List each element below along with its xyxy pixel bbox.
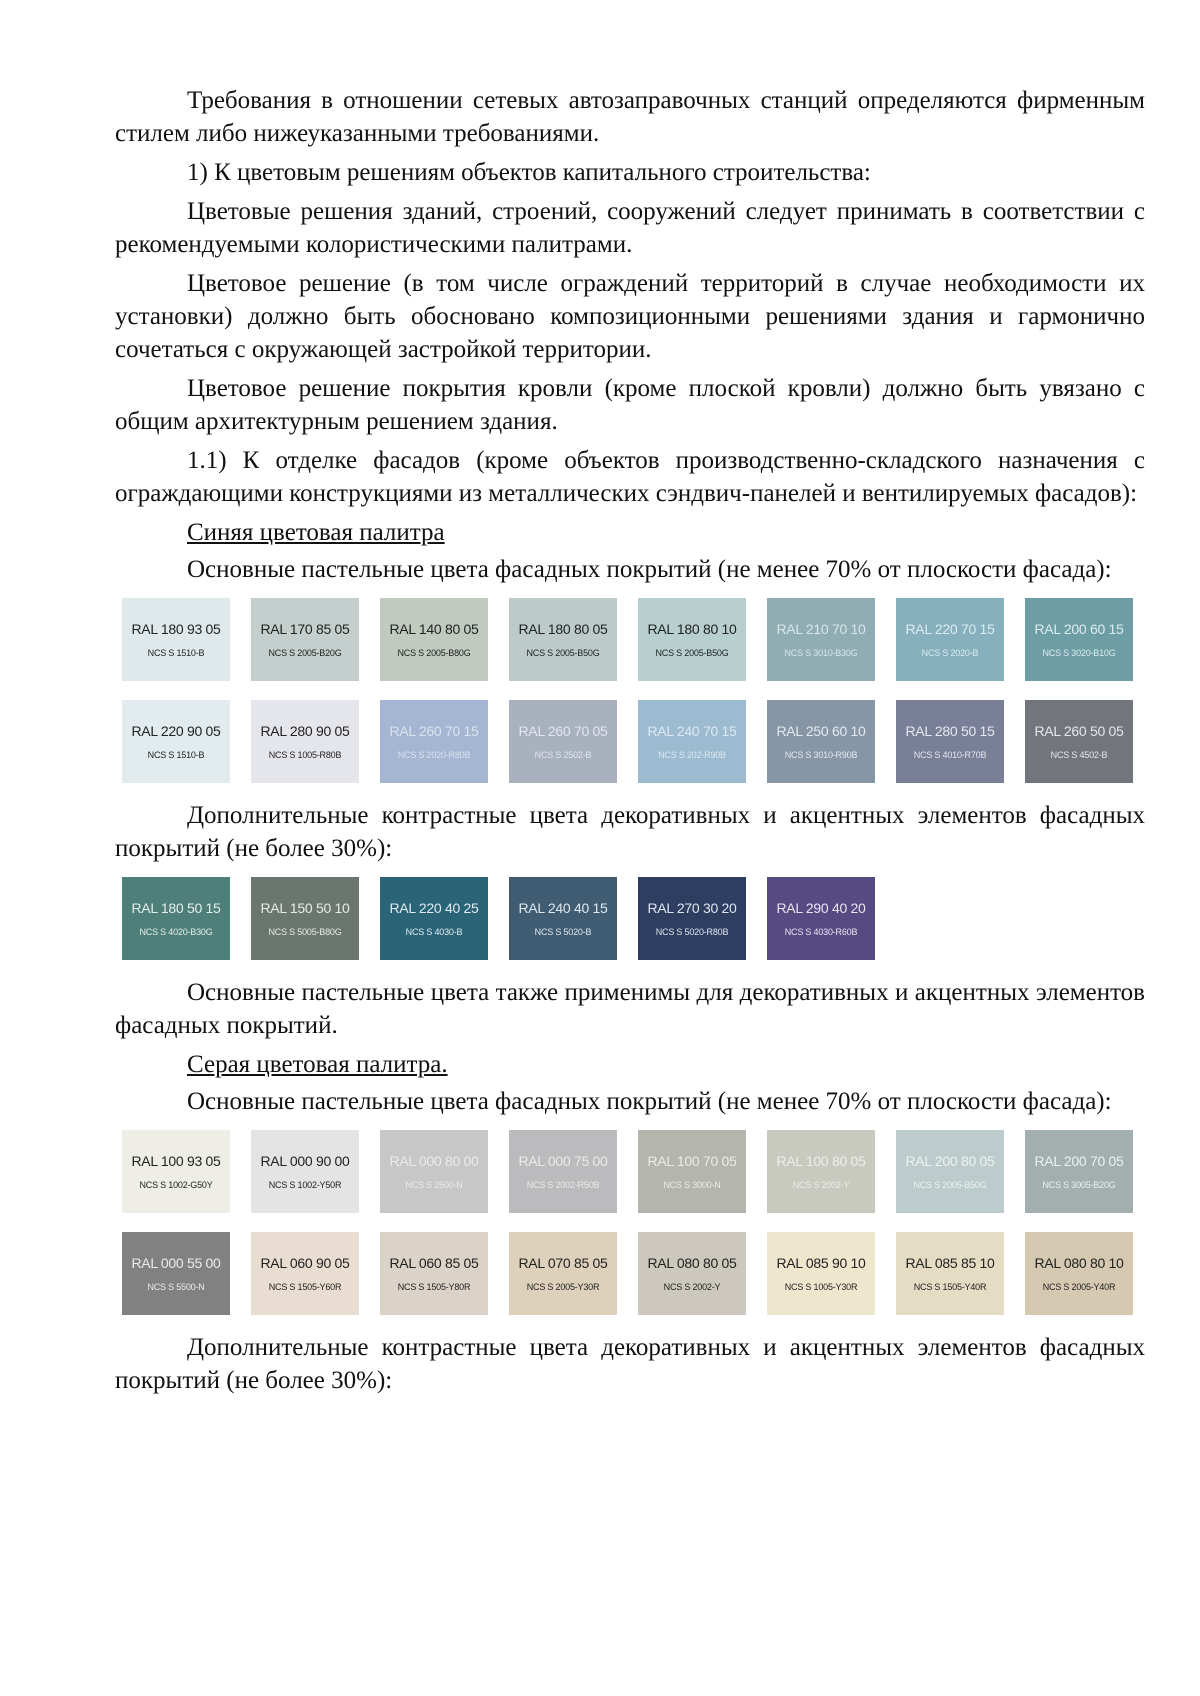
document-page (115, 84, 1145, 1403)
color-swatch (1025, 1130, 1133, 1213)
swatch-ncs-code: NCS S 2005-B80G (397, 648, 471, 658)
swatch-ral-code: RAL 200 70 05 (1034, 1153, 1124, 1169)
gray-base-swatch-grid (122, 1130, 1145, 1315)
color-swatch (767, 1232, 875, 1315)
swatch-ral-code: RAL 000 90 00 (260, 1153, 350, 1169)
color-swatch (896, 700, 1004, 783)
swatch-ncs-code: NCS S 3020-B10G (1042, 648, 1116, 658)
blue-accent-colors-text: Дополнительные контрастные цвета декоративных и акцентных элементов фасадных покрытий (не более 30%): (115, 802, 1145, 862)
swatch-ral-code: RAL 060 85 05 (389, 1255, 479, 1271)
swatch-ral-code: RAL 220 90 05 (131, 723, 221, 739)
swatch-ral-code: RAL 260 70 05 (518, 723, 608, 739)
swatch-ral-code: RAL 060 90 05 (260, 1255, 350, 1271)
paragraph-fencing: Цветовое решение (в том числе ограждений территорий в случае необходимости их установки) должно быть обосновано композиционными решениями здания и гармонично сочетаться с окружающей застройкой территории. (115, 270, 1145, 363)
swatch-ncs-code: NCS S 1505-Y80R (397, 1282, 471, 1292)
swatch-ncs-code: NCS S 2005-B50G (526, 648, 600, 658)
color-swatch (509, 877, 617, 960)
blue-accent-swatch-grid (122, 877, 1145, 960)
color-swatch (509, 1232, 617, 1315)
swatch-ral-code: RAL 180 50 15 (131, 900, 221, 916)
swatch-ncs-code: NCS S 1510-B (147, 648, 205, 658)
swatch-ncs-code: NCS S 4502-B (1050, 750, 1108, 760)
swatch-ral-code: RAL 200 60 15 (1034, 621, 1124, 637)
swatch-ncs-code: NCS S 4030-B (405, 927, 463, 937)
swatch-ncs-code: NCS S 2005-Y30R (526, 1282, 600, 1292)
color-swatch (122, 877, 230, 960)
swatch-ral-code: RAL 140 80 05 (389, 621, 479, 637)
color-swatch (251, 877, 359, 960)
swatch-ral-code: RAL 260 70 15 (389, 723, 479, 739)
color-swatch (251, 700, 359, 783)
color-swatch (509, 1130, 617, 1213)
swatch-ral-code: RAL 290 40 20 (776, 900, 866, 916)
swatch-ncs-code: NCS S 4030-R60B (784, 927, 858, 937)
swatch-ncs-code: NCS S 2005-B50G (913, 1180, 987, 1190)
color-swatch (509, 700, 617, 783)
swatch-ral-code: RAL 070 85 05 (518, 1255, 608, 1271)
swatch-ral-code: RAL 180 80 05 (518, 621, 608, 637)
paragraph-section-1: 1) К цветовым решениям объектов капитального строительства: (187, 159, 871, 186)
swatch-ncs-code: NCS S 1002-G50Y (139, 1180, 213, 1190)
swatch-ncs-code: NCS S 2002-Y (663, 1282, 721, 1292)
color-swatch (122, 598, 230, 681)
swatch-ncs-code: NCS S 3010-B30G (784, 648, 858, 658)
color-swatch (380, 700, 488, 783)
swatch-ncs-code: NCS S 2502-B (534, 750, 592, 760)
swatch-ral-code: RAL 100 93 05 (131, 1153, 221, 1169)
swatch-ncs-code: NCS S 1005-Y30R (784, 1282, 858, 1292)
swatch-ral-code: RAL 085 85 10 (905, 1255, 995, 1271)
swatch-ral-code: RAL 280 90 05 (260, 723, 350, 739)
color-swatch (896, 1130, 1004, 1213)
color-swatch (896, 1232, 1004, 1315)
swatch-ral-code: RAL 220 40 25 (389, 900, 479, 916)
color-swatch (638, 598, 746, 681)
blue-base-colors-text: Основные пастельные цвета фасадных покрытий (не менее 70% от плоскости фасада): (187, 556, 1112, 583)
color-swatch (380, 1232, 488, 1315)
color-swatch (122, 1232, 230, 1315)
color-swatch (251, 1232, 359, 1315)
swatch-ncs-code: NCS S 202-R90B (658, 750, 726, 760)
color-swatch (1025, 1232, 1133, 1315)
swatch-ral-code: RAL 170 85 05 (260, 621, 350, 637)
color-swatch (767, 877, 875, 960)
color-swatch (380, 877, 488, 960)
color-swatch (1025, 700, 1133, 783)
swatch-ncs-code: NCS S 1505-Y60R (268, 1282, 342, 1292)
swatch-ncs-code: NCS S 2005-Y40R (1042, 1282, 1116, 1292)
color-swatch (638, 1130, 746, 1213)
swatch-ncs-code: NCS S 5005-B80G (268, 927, 342, 937)
color-swatch (767, 1130, 875, 1213)
swatch-ncs-code: NCS S 1005-R80B (268, 750, 342, 760)
paragraph-intro: Требования в отношении сетевых автозаправочных станций определяются фирменным стилем либо нижеуказанными требованиями. (115, 87, 1145, 147)
swatch-ral-code: RAL 260 50 05 (1034, 723, 1124, 739)
swatch-ral-code: RAL 210 70 10 (776, 621, 866, 637)
swatch-ral-code: RAL 085 90 10 (776, 1255, 866, 1271)
swatch-ral-code: RAL 100 70 05 (647, 1153, 737, 1169)
color-swatch (122, 700, 230, 783)
paragraph-color-solutions: Цветовые решения зданий, строений, сооружений следует принимать в соответствии с рекомендуемыми колористическими палитрами. (115, 198, 1145, 258)
paragraph-roofing: Цветовое решение покрытия кровли (кроме плоской кровли) должно быть увязано с общим архитектурным решением здания. (115, 375, 1145, 435)
color-swatch (638, 877, 746, 960)
blue-palette-heading: Синяя цветовая палитра (187, 519, 445, 546)
swatch-ral-code: RAL 000 55 00 (131, 1255, 221, 1271)
swatch-ral-code: RAL 000 80 00 (389, 1153, 479, 1169)
swatch-ncs-code: NCS S 2500-N (405, 1180, 463, 1190)
swatch-ncs-code: NCS S 4010-R70B (913, 750, 987, 760)
swatch-ncs-code: NCS S 3005-B20G (1042, 1180, 1116, 1190)
swatch-ncs-code: NCS S 1510-B (147, 750, 205, 760)
color-swatch (380, 1130, 488, 1213)
swatch-ral-code: RAL 180 93 05 (131, 621, 221, 637)
gray-palette-heading: Серая цветовая палитра. (187, 1051, 448, 1078)
swatch-ncs-code: NCS S 4020-B30G (139, 927, 213, 937)
swatch-ncs-code: NCS S 2020-B (921, 648, 979, 658)
swatch-ncs-code: NCS S 2005-B50G (655, 648, 729, 658)
swatch-ncs-code: NCS S 3000-N (663, 1180, 721, 1190)
color-swatch (509, 598, 617, 681)
swatch-ncs-code: NCS S 1002-Y50R (268, 1180, 342, 1190)
swatch-ral-code: RAL 150 50 10 (260, 900, 350, 916)
swatch-ncs-code: NCS S 1505-Y40R (913, 1282, 987, 1292)
color-swatch (767, 598, 875, 681)
swatch-ral-code: RAL 280 50 15 (905, 723, 995, 739)
color-swatch (122, 1130, 230, 1213)
color-swatch (896, 598, 1004, 681)
swatch-ncs-code: NCS S 5020-B (534, 927, 592, 937)
gray-base-colors-text: Основные пастельные цвета фасадных покрытий (не менее 70% от плоскости фасада): (187, 1088, 1112, 1115)
swatch-ncs-code: NCS S 2005-B20G (268, 648, 342, 658)
swatch-ral-code: RAL 240 40 15 (518, 900, 608, 916)
blue-palette-note: Основные пастельные цвета также применимы для декоративных и акцентных элементов фасадных покрытий. (115, 979, 1145, 1039)
color-swatch (380, 598, 488, 681)
swatch-ral-code: RAL 240 70 15 (647, 723, 737, 739)
color-swatch (251, 1130, 359, 1213)
swatch-ral-code: RAL 270 30 20 (647, 900, 737, 916)
swatch-ncs-code: NCS S 2002-Y (792, 1180, 850, 1190)
swatch-ral-code: RAL 200 80 05 (905, 1153, 995, 1169)
swatch-ncs-code: NCS S 2020-R80B (397, 750, 471, 760)
swatch-ral-code: RAL 250 60 10 (776, 723, 866, 739)
swatch-ral-code: RAL 180 80 10 (647, 621, 737, 637)
swatch-ral-code: RAL 080 80 05 (647, 1255, 737, 1271)
color-swatch (251, 598, 359, 681)
swatch-ncs-code: NCS S 2002-R50B (526, 1180, 600, 1190)
swatch-ncs-code: NCS S 5020-R80B (655, 927, 729, 937)
swatch-ncs-code: NCS S 3010-R90B (784, 750, 858, 760)
swatch-ral-code: RAL 000 75 00 (518, 1153, 608, 1169)
swatch-ral-code: RAL 080 80 10 (1034, 1255, 1124, 1271)
swatch-ral-code: RAL 220 70 15 (905, 621, 995, 637)
swatch-ncs-code: NCS S 5500-N (147, 1282, 205, 1292)
swatch-ral-code: RAL 100 80 05 (776, 1153, 866, 1169)
color-swatch (1025, 598, 1133, 681)
color-swatch (638, 700, 746, 783)
color-swatch (638, 1232, 746, 1315)
color-swatch (767, 700, 875, 783)
paragraph-section-1-1: 1.1) К отделке фасадов (кроме объектов производственно-складского назначения с ограждающими конструкциями из металлических сэндвич-панелей и вентилируемых фасадов): (115, 447, 1145, 507)
blue-base-swatch-grid (122, 598, 1145, 783)
gray-accent-colors-text: Дополнительные контрастные цвета декоративных и акцентных элементов фасадных покрытий (не более 30%): (115, 1334, 1145, 1394)
